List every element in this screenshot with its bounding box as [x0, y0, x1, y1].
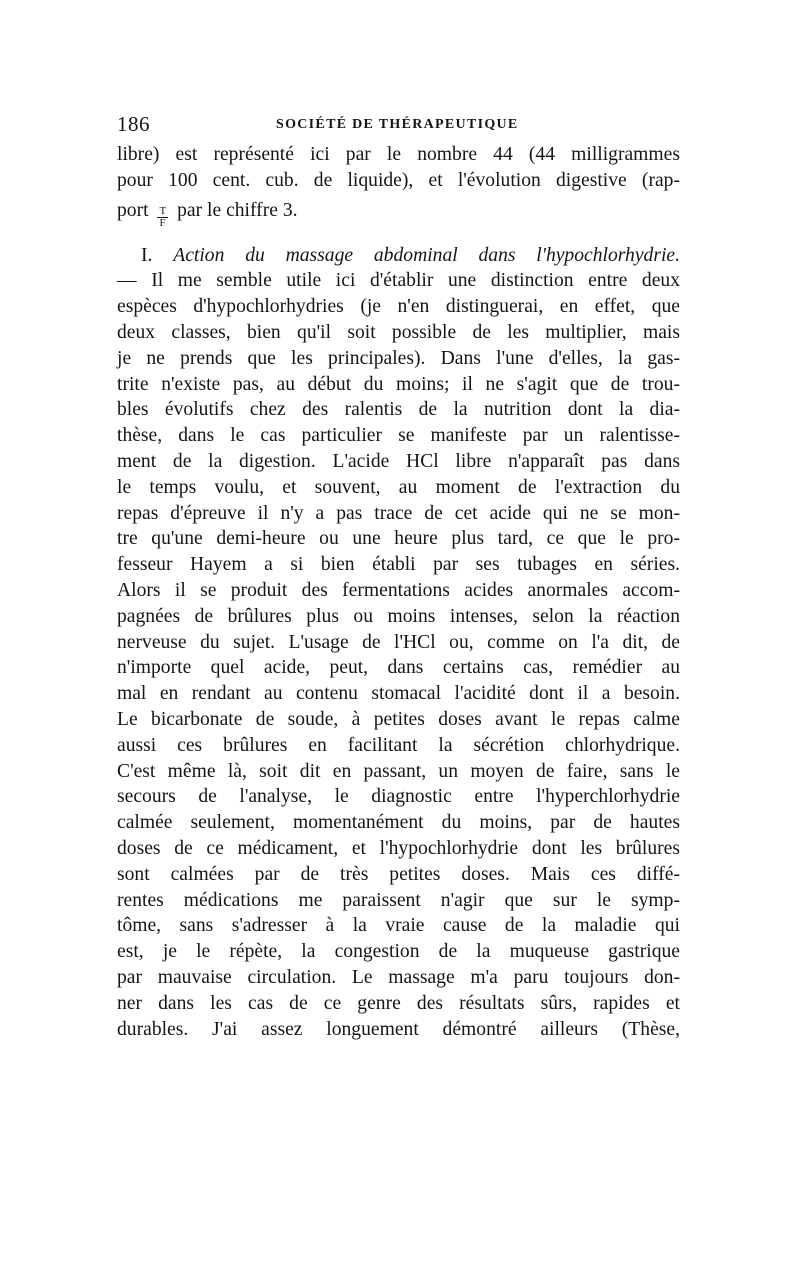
- text-line: thèse, dans le cas particulier se manifeste par un ralentisse-: [117, 425, 680, 447]
- intro-paragraph: [117, 142, 680, 229]
- text-line: espèces d'hypochlorhydries (je n'en distinguerai, en effet, que: [117, 296, 680, 318]
- text-line: Le bicarbonate de soude, à petites doses avant le repas calme: [117, 708, 680, 730]
- section-number: I.: [141, 244, 153, 266]
- fraction: [157, 206, 168, 229]
- text-line: — Il me semble utile ici d'établir une distinction entre deux: [117, 270, 680, 292]
- text-line: calmée seulement, momentanément du moins, par de hautes: [117, 812, 680, 834]
- text-line: est, je le répète, la congestion de la muqueuse gastrique: [117, 941, 680, 963]
- text-line: sont calmées par de très petites doses. Mais ces diffé-: [117, 863, 680, 885]
- text-line: Alors il se produit des fermentations acides anormales accom-: [117, 579, 680, 601]
- text-line: pour 100 cent. cub. de liquide), et l'évolution digestive (rap-: [117, 169, 680, 191]
- text-line: bles évolutifs chez des ralentis de la nutrition dont la dia-: [117, 399, 680, 421]
- text-line: ner dans les cas de ce genre des résultats sûrs, rapides et: [117, 992, 680, 1014]
- text-line: doses de ce médicament, et l'hypochlorhydrie dont les brûlures: [117, 837, 680, 859]
- text-line: pagnées de brûlures plus ou moins intenses, selon la réaction: [117, 605, 680, 627]
- text-line: mal en rendant au contenu stomacal l'acidité dont il a besoin.: [117, 683, 680, 705]
- section-heading-line: [117, 243, 680, 269]
- fraction-denominator: F: [159, 216, 166, 229]
- running-head: SOCIÉTÉ DE THÉRAPEUTIQUE: [276, 117, 519, 132]
- text-line: [117, 198, 680, 229]
- text-line: deux classes, bien qu'il soit possible de les multiplier, mais: [117, 321, 680, 343]
- fraction-numerator: T: [159, 204, 167, 217]
- text-line: tre qu'une demi-heure ou une heure plus tard, ce que le pro-: [117, 528, 680, 550]
- text-fragment: port: [117, 199, 149, 221]
- text-line: secours de l'analyse, le diagnostic entre l'hyperchlorhydrie: [117, 786, 680, 808]
- section-paragraph: [117, 243, 680, 1043]
- text-line: trite n'existe pas, au début du moins; il ne s'agit que de trou-: [117, 373, 680, 395]
- text-line: ment de la digestion. L'acide HCl libre n'apparaît pas dans: [117, 450, 680, 472]
- page-number: 186: [117, 112, 150, 136]
- text-line: je ne prends que les principales). Dans l'une d'elles, la gas-: [117, 347, 680, 369]
- text-line: par mauvaise circulation. Le massage m'a paru toujours don-: [117, 966, 680, 988]
- book-page: [117, 108, 680, 1042]
- text-line: fesseur Hayem a si bien établi par ses tubages en séries.: [117, 554, 680, 576]
- text-line: repas d'épreuve il n'y a pas trace de cet acide qui ne se mon-: [117, 502, 680, 524]
- text-line: durables. J'ai assez longuement démontré ailleurs (Thèse,: [117, 1018, 680, 1040]
- section-title: Action du massage abdominal dans l'hypochlorhydrie.: [173, 244, 680, 266]
- text-fragment: par le chiffre 3.: [177, 199, 298, 221]
- text-line: aussi ces brûlures en facilitant la sécrétion chlorhydrique.: [117, 734, 680, 756]
- text-line: libre) est représenté ici par le nombre 44 (44 milligrammes: [117, 144, 680, 165]
- text-line: nerveuse du sujet. L'usage de l'HCl ou, comme on l'a dit, de: [117, 631, 680, 653]
- text-line: tôme, sans s'adresser à la vraie cause de la maladie qui: [117, 915, 680, 937]
- text-line: le temps voulu, et souvent, au moment de l'extraction du: [117, 476, 680, 498]
- page-header: [117, 108, 680, 142]
- text-line: n'importe quel acide, peut, dans certains cas, remédier au: [117, 657, 680, 679]
- text-line: C'est même là, soit dit en passant, un moyen de faire, sans le: [117, 760, 680, 782]
- text-line: rentes médications me paraissent n'agir que sur le symp-: [117, 889, 680, 911]
